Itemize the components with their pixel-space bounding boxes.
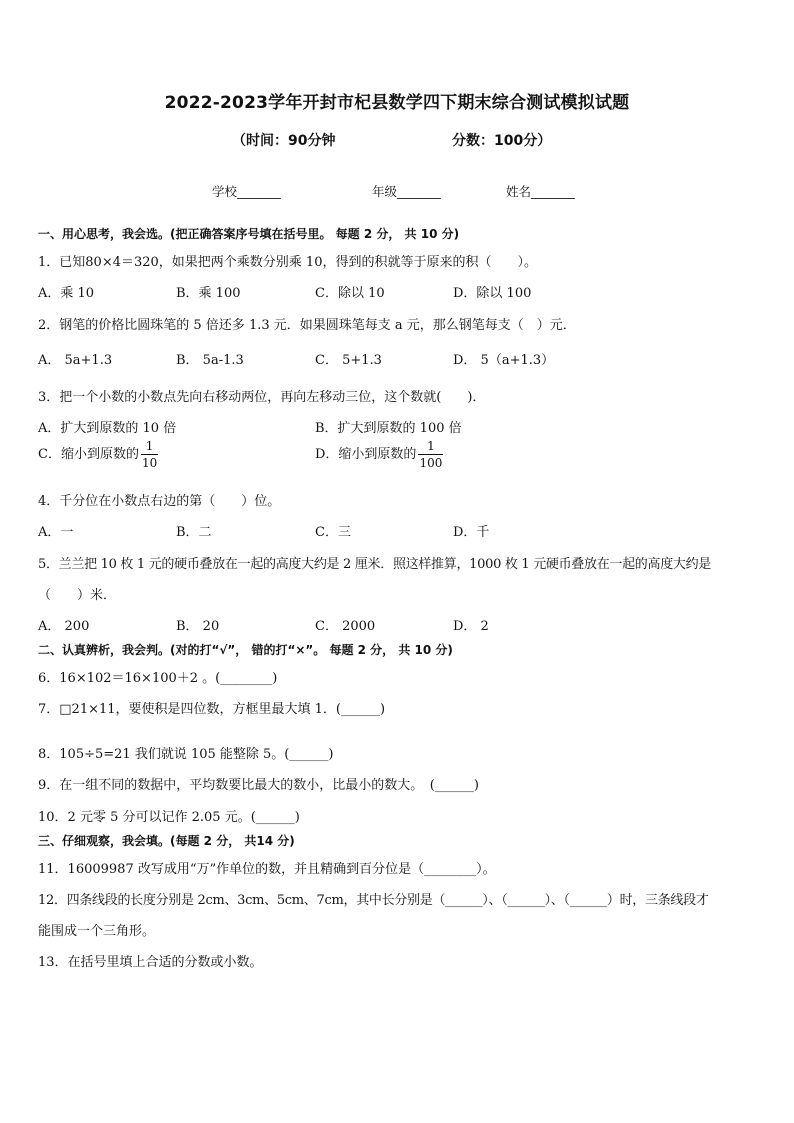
question-6: 6．16×102＝16×100＋2 。(________) [38, 671, 278, 686]
q4-option-a: A．一 [38, 525, 74, 540]
section-3-heading: 三、仔细观察，我会填。(每题 2 分， 共14 分) [38, 834, 295, 848]
question-12-line-1: 12．四条线段的长度分别是 2cm、3cm、5cm、7cm，其中长分别是（______）、（______）、（______）时，三条线段才 [38, 893, 709, 908]
question-4: 4．千分位在小数点右边的第（ ）位。 [38, 494, 281, 509]
question-8: 8．105÷5=21 我们就说 105 能整除 5。(______) [38, 747, 334, 762]
question-2: 2．钢笔的价格比圆珠笔的 5 倍还多 1.3 元．如果圆珠笔每支 a 元，那么钢笔每支（ ）元． [38, 318, 576, 333]
section-1-heading: 一、用心思考，我会选。(把正确答案序号填在括号里。 每题 2 分， 共 10 分) [38, 227, 460, 241]
exam-score: 分数：100分） [452, 133, 552, 149]
exam-time: （时间：90分钟 [232, 133, 336, 149]
question-13: 13．在括号里填上合适的分数或小数。 [38, 955, 263, 970]
q1-option-a: A．乘 10 [38, 286, 95, 301]
grade-field: 年级_______ [372, 184, 441, 199]
fraction-one-tenth: $\frac{1}{10}$ [141, 439, 158, 470]
exam-title: 2022-2023学年开封市杞县数学四下期末综合测试模拟试题 [164, 93, 630, 113]
q3-option-a: A．扩大到原数的 10 倍 [38, 421, 177, 436]
q3-option-d-text: D．缩小到原数的 [315, 447, 417, 462]
question-11: 11．16009987 改写成用“万”作单位的数，并且精确到百分位是（________）。 [38, 862, 496, 877]
q3-option-b: B．扩大到原数的 100 倍 [315, 421, 462, 436]
q2-option-d: D． 5（a+1.3） [453, 353, 555, 368]
q1-option-b: B．乘 100 [176, 286, 241, 301]
question-5-line-2: （ ）米． [38, 588, 117, 603]
question-5-line-1: 5．兰兰把 10 枚 1 元的硬币叠放在一起的高度大约是 2 厘米．照这样推算，1000 枚 1 元硬币叠放在一起的高度大约是 [38, 557, 712, 572]
question-12-line-2: 能围成一个三角形。 [38, 924, 156, 939]
section-2-heading: 二、认真辨析，我会判。(对的打“√”， 错的打“×”。 每题 2 分， 共 10 分) [38, 643, 453, 657]
q4-option-c: C．三 [315, 525, 351, 540]
q2-option-a: A． 5a+1.3 [38, 353, 113, 368]
q2-option-b: B． 5a-1.3 [176, 353, 244, 368]
q4-option-d: D．千 [453, 525, 490, 540]
q3-option-c [38, 440, 158, 469]
q3-option-c-text: C．缩小到原数的 [38, 447, 139, 462]
question-10: 10．2 元零 5 分可以记作 2.05 元。(______) [38, 810, 300, 825]
q5-option-b: B． 20 [176, 619, 220, 634]
name-field: 姓名_______ [506, 184, 575, 199]
q5-option-d: D． 2 [453, 619, 489, 634]
q5-option-c: C． 2000 [315, 619, 376, 634]
question-3: 3．把一个小数的小数点先向右移动两位，再向左移动三位，这个数就( )． [38, 390, 486, 405]
fraction-one-hundredth: $\frac{1}{100}$ [419, 439, 443, 470]
question-1: 1．已知80×4＝320，如果把两个乘数分别乘 10，得到的积就等于原来的积（ ）。 [38, 255, 537, 270]
q1-option-d: D．除以 100 [453, 286, 532, 301]
q4-option-b: B．二 [176, 525, 212, 540]
q2-option-c: C． 5+1.3 [315, 353, 382, 368]
school-field: 学校_______ [212, 184, 281, 199]
q5-option-a: A． 200 [38, 619, 90, 634]
question-7: 7．□21×11，要使积是四位数，方框里最大填 1．(______) [38, 702, 386, 717]
q1-option-c: C．除以 10 [315, 286, 385, 301]
question-9: 9．在一组不同的数据中，平均数要比最大的数小，比最小的数大。 (______) [38, 778, 479, 793]
q3-option-d [315, 440, 443, 469]
